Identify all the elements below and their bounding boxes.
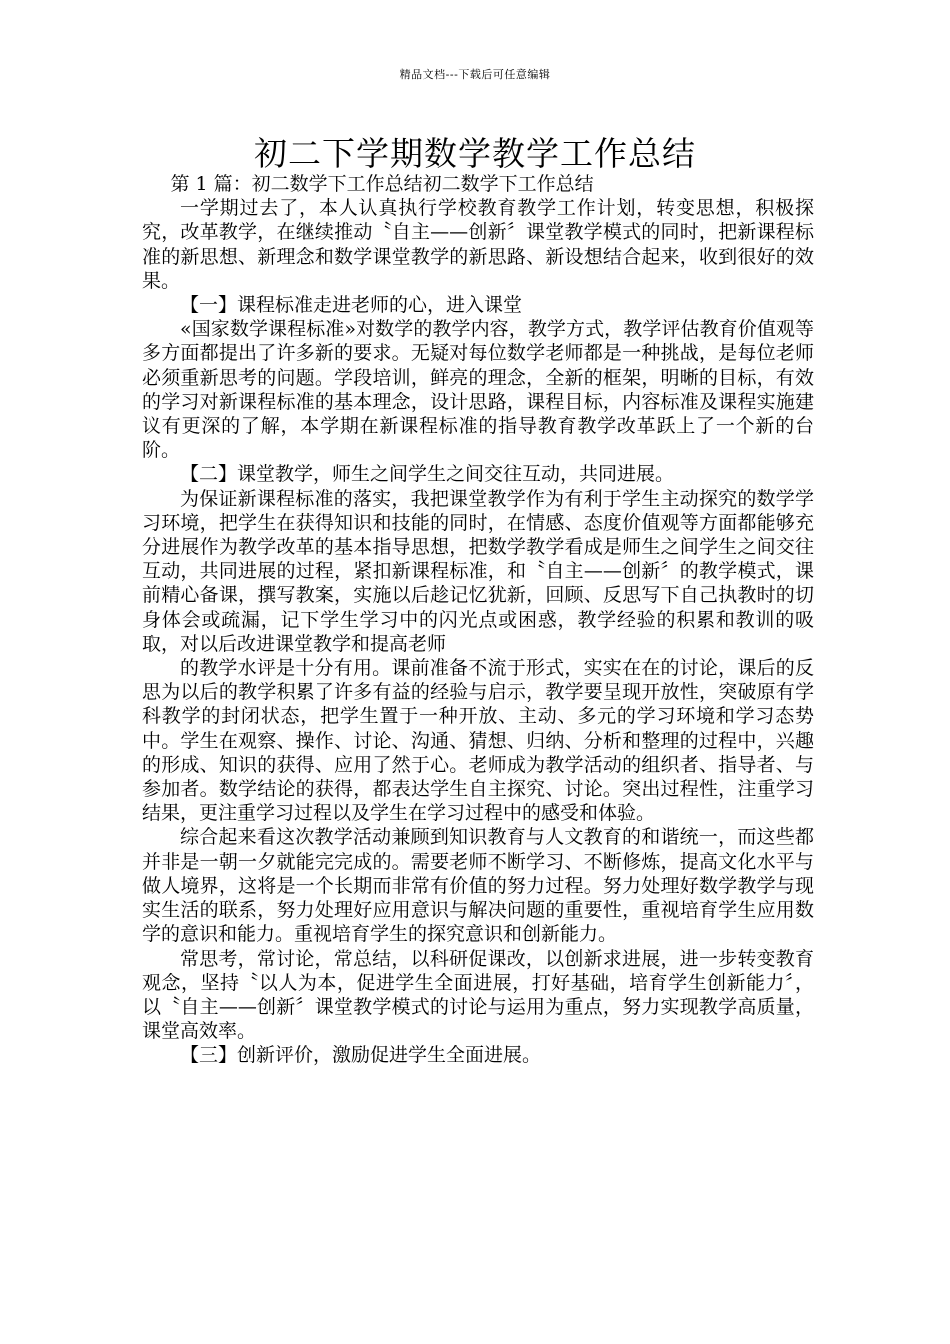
section-heading-3: 【三】创新评价，激励促进学生全面进展。 — [180, 1044, 542, 1067]
paragraph-continuation: 的教学水评是十分有用。课前准备不流于形式，实实在在的讨论，课后的反思为以后的教学积累了许多有益的经验与启示，教学要呈现开放性，突破原有学科教学的封闭状态，把学生置于一种开放、主动、多元的学习环境和学习态势中。学生在观察、操作、讨论、沟通、猜想、归纳、分析和整理的过程中，兴趣的形成、知识的获得、应用了然于心。老师成为教学活动的组织者、指导者、与参加者。数学结论的获得，都表达学生自主探究、讨论。突出过程性，注重学习结果，更注重学习过程以及学生在学习过程中的感受和体验。 — [142, 657, 814, 825]
document-body — [142, 172, 814, 1068]
section-heading-2: 【二】课堂教学，师生之间学生之间交往互动，共同进展。 — [180, 463, 675, 486]
paragraph-classroom: 为保证新课程标准的落实，我把课堂教学作为有利于学生主动探究的数学学习环境，把学生在获得知识和技能的同时，在情感、态度价值观等方面都能够充分进展作为教学改革的基本指导思想，把数学教学看成是师生之间学生之间交往互动，共同进展的过程，紧扣新课程标准，和〝自主——创新〞的教学模式，课前精心备课，撰写教案，实施以后趁记忆犹新，回顾、反思写下自己执教时的切身体会或疏漏，记下学生学习中的闪光点或困惑，教学经验的积累和教训的吸取，对以后改进课堂教学和提高老师 — [142, 487, 814, 655]
paragraph-reflection: 常思考，常讨论，常总结，以科研促课改，以创新求进展，进一步转变教育观念，坚持〝以人为本，促进学生全面进展，打好基础，培育学生创新能力〞，以〝自主——创新〞课堂教学模式的讨论与运用为重点，努力实现教学高质量，课堂高效率。 — [142, 947, 814, 1043]
document-subtitle: 第 1 篇：初二数学下工作总结初二数学下工作总结 — [170, 173, 594, 195]
section-heading-1: 【一】课程标准走进老师的心，进入课堂 — [180, 294, 523, 317]
page-header: 精品文档---下载后可任意编辑 — [399, 68, 551, 81]
paragraph-summary: 综合起来看这次教学活动兼顾到知识教育与人文教育的和谐统一，而这些都并非是一朝一夕就能完完成的。需要老师不断学习、不断修炼，提高文化水平与做人境界，这将是一个长期而非常有价值的努力过程。努力处理好数学教学与现实生活的联系，努力处理好应用意识与解决问题的重要性，重视培育学生应用数学的意识和能力。重视培育学生的探究意识和创新能力。 — [142, 826, 814, 946]
paragraph-standards: «国家数学课程标准»对数学的教学内容，教学方式，教学评估教育价值观等多方面都提出了许多新的要求。无疑对每位数学老师都是一种挑战，是每位老师必须重新思考的问题。学段培训，鲜亮的理念，全新的框架，明晰的目标，有效的学习对新课程标准的基本理念，设计思路，课程目标，内容标准及课程实施建议有更深的了解，本学期在新课程标准的指导教育教学改革跃上了一个新的台阶。 — [142, 318, 814, 462]
document-title: 初二下学期数学教学工作总结 — [254, 134, 696, 173]
paragraph-intro: 一学期过去了，本人认真执行学校教育教学工作计划，转变思想，积极探究，改革教学，在继续推动〝自主——创新〞课堂教学模式的同时，把新课程标准的新思想、新理念和数学课堂教学的新思路、新设想结合起来，收到很好的效果。 — [142, 197, 814, 292]
